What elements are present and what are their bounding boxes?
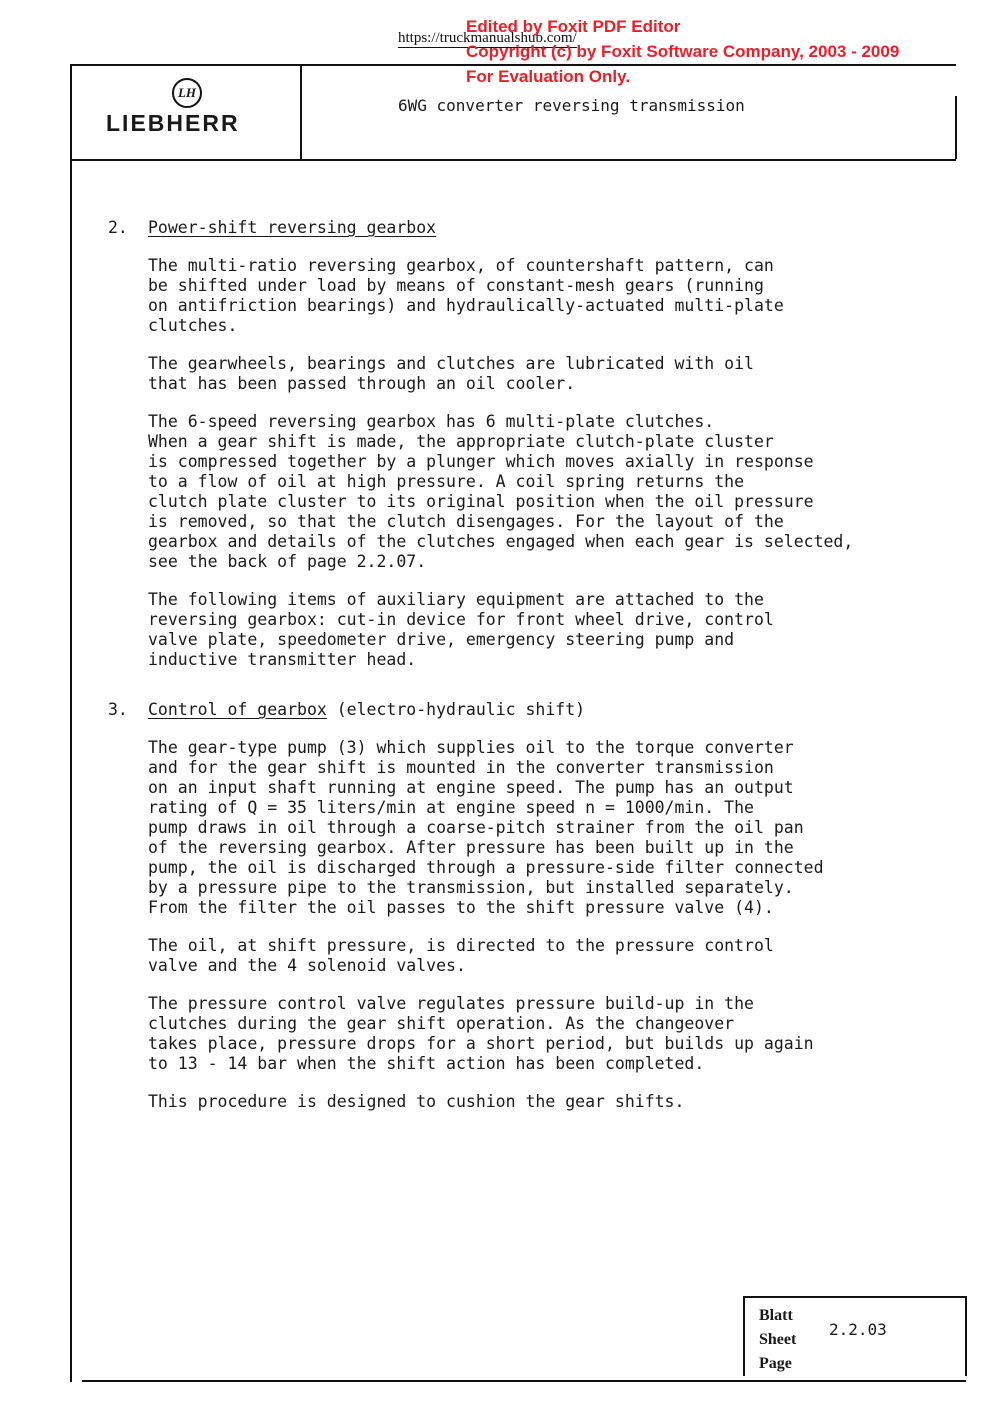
paragraph: This procedure is designed to cushion the gear shifts. xyxy=(148,1092,685,1111)
header-divider xyxy=(955,96,957,159)
liebherr-emblem-icon xyxy=(172,78,202,108)
paragraph: The gearwheels, bearings and clutches are lubricated with oil that has been passed through an oil cooler. xyxy=(148,354,754,393)
frame-left-border xyxy=(70,157,72,1382)
sheet-labels xyxy=(759,1304,796,1376)
page-header xyxy=(70,64,956,161)
section-control-of-gearbox xyxy=(108,700,868,1112)
logo-mark: LH xyxy=(177,85,197,100)
logo-cell xyxy=(72,66,302,159)
paragraph: The pressure control valve regulates pressure build-up in the clutches during the gear shift operation. As the changeover takes place, pressure drops for a short period, but builds up again to 13 - 14 bar when the shift action has been completed. xyxy=(148,994,814,1073)
foxit-line-3: For Evaluation Only. xyxy=(466,67,631,86)
foxit-line-2: Copyright (c) by Foxit Software Company, 2003 - 2009 xyxy=(466,42,900,61)
frame-bottom-border xyxy=(82,1380,966,1382)
label-sheet: Sheet xyxy=(759,1331,797,1348)
paragraph: The multi-ratio reversing gearbox, of countershaft pattern, can be shifted under load by means of constant-mesh gears (running on antifriction bearings) and hydraulically-actuated multi-plate clutches. xyxy=(148,256,784,335)
section-number: 3. xyxy=(108,700,128,719)
source-url[interactable]: https://truckmanualshub.com/ xyxy=(398,30,577,46)
section-title-rest: (electro-hydraulic shift) xyxy=(326,700,586,719)
label-page: Page xyxy=(759,1355,792,1372)
sheet-number-box xyxy=(743,1296,967,1376)
paragraph: The 6-speed reversing gearbox has 6 multi-plate clutches. When a gear shift is made, the appropriate clutch-plate cluster is compressed together by a plunger which moves axially in response to a flow of oil at high pressure. A coil spring returns the clutch plate cluster to its original position when the oil pressure is removed, so that the clutch disengages. For the layout of the gearbox and details of the clutches engaged when each gear is selected, see the back of page 2.2.07. xyxy=(148,412,854,571)
foxit-line-1: Edited by Foxit PDF Editor xyxy=(466,17,681,36)
document-title: 6WG converter reversing transmission xyxy=(398,96,745,115)
section-heading xyxy=(108,218,868,238)
paragraph: The oil, at shift pressure, is directed to the pressure control valve and the 4 solenoid valves. xyxy=(148,936,774,975)
paragraph: The gear-type pump (3) which supplies oil to the torque converter and for the gear shift is mounted in the converter transmission on an input shaft running at engine speed. The pump has an output rating of Q = 35 liters/min at engine speed n = 1000/min. The pump draws in oil through a coarse-pitch strainer from the oil pan of the reversing gearbox. After pressure has been built up in the pump, the oil is discharged through a pressure-side filter connected by a pressure pipe to the transmission, but installed separately. From the filter the oil passes to the shift pressure valve (4). xyxy=(148,738,824,917)
section-number: 2. xyxy=(108,218,128,237)
page-number: 2.2.03 xyxy=(829,1320,887,1339)
label-blatt: Blatt xyxy=(759,1307,793,1324)
brand-logo: LIEBHERR xyxy=(106,110,240,136)
section-power-shift xyxy=(108,218,868,670)
section-title: Control of gearbox xyxy=(148,700,327,719)
section-title: Power-shift reversing gearbox xyxy=(148,218,437,237)
paragraph: The following items of auxiliary equipment are attached to the reversing gearbox: cut-in device for front wheel drive, control valve plate, speedometer drive, emergency steering pump and inductive transmitter head. xyxy=(148,590,774,669)
section-heading xyxy=(108,700,868,720)
